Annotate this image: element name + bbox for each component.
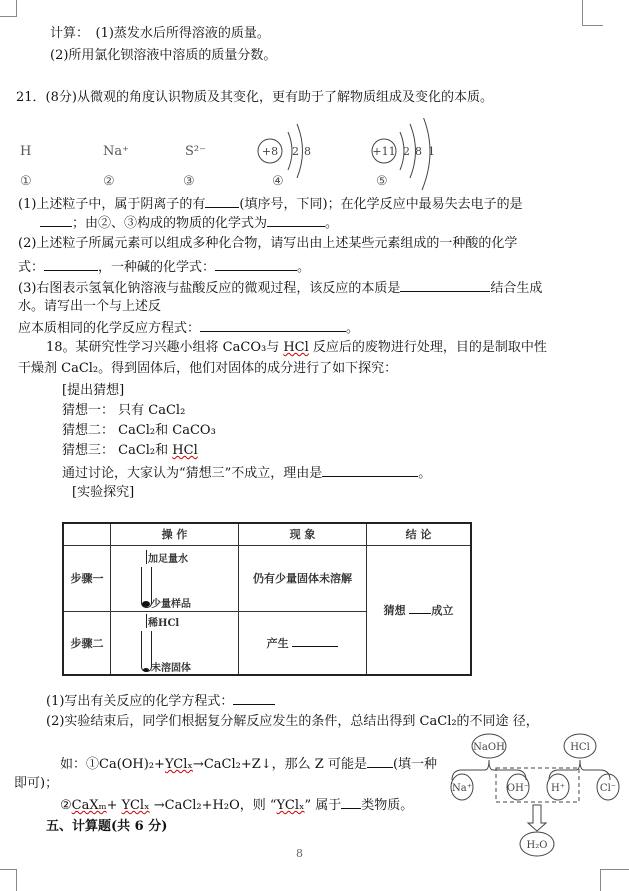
svg-text:2: 2 (292, 145, 299, 158)
label-4: ④ (272, 174, 284, 189)
nucleus-label: +8 (261, 145, 279, 158)
svg-text:1: 1 (428, 145, 435, 158)
discussion: 通过讨论，大家认为“猜想三”不成立，理由是 。 (62, 466, 432, 481)
neutralization-diagram (440, 730, 629, 860)
header-operation: 操 作 (111, 523, 239, 545)
svg-text:2: 2 (403, 145, 410, 158)
table-header-row (63, 523, 471, 545)
crop-mark (0, 869, 17, 891)
label-2: ② (103, 174, 115, 189)
label-1: ① (20, 174, 32, 189)
q21-part3-cont: 水。请写出一个与上述反 (18, 299, 162, 314)
particle-h: H (20, 144, 32, 159)
guess-3: 猜想三： CaCl₂和 HCl (62, 443, 198, 458)
guess-1: 猜想一： 只有 CaCl₂ (62, 403, 186, 418)
subq-2: (2)实验结束后，同学们根据复分解反应发生的条件，总结出得到 CaCl₂的不同途 径， (46, 714, 539, 729)
experiment-heading: [实验探究] (72, 485, 135, 500)
q21-part1: (1)上述粒子中，属于阴离子的有 (填序号，下同)；在化学反应中最易失去电子的是 (18, 197, 523, 212)
phenomenon-2: 产生 (239, 611, 367, 675)
crop-mark (600, 869, 629, 891)
svg-text:+11: +11 (372, 145, 396, 158)
svg-text:H₂O: H₂O (526, 840, 548, 851)
svg-text:Cl⁻: Cl⁻ (599, 783, 617, 794)
particle-na: Na⁺ (103, 144, 129, 159)
test-tube-figure: 稀HCl 未溶固体 (111, 611, 239, 675)
guess-2: 猜想二： CaCl₂和 CaCO₃ (62, 423, 216, 438)
q18-stem: 18。某研究性学习兴趣小组将 CaCO₃与 HCl 反应后的废物进行处理，目的是制取中性 (46, 340, 547, 355)
conclusion-cell: 猜想 成立 (367, 545, 472, 675)
crop-mark (0, 0, 17, 17)
calc-line-1: 计算： (1)蒸发水后所得溶液的质量。 (50, 26, 270, 41)
svg-text:NaOH: NaOH (473, 742, 505, 753)
subq-1: (1)写出有关反应的化学方程式： (46, 692, 275, 710)
svg-text:Na⁺: Na⁺ (452, 783, 472, 794)
step-label: 步骤一 (63, 545, 111, 611)
guess-heading: [提出猜想] (62, 383, 125, 398)
svg-text:H⁺: H⁺ (551, 783, 565, 794)
section-heading: 五、计算题(共 6 分) (46, 819, 168, 834)
example-1: 如：①Ca(OH)₂+YClₓ→CaCl₂+Z↓，那么 Z 可能是 (填一种 (60, 757, 438, 772)
svg-text:OH⁻: OH⁻ (506, 783, 530, 794)
step-label: 步骤二 (63, 611, 111, 675)
q21-part3-eq: 应本质相同的化学反应方程式： 。 (18, 321, 360, 336)
example-1-cont: 即可)； (14, 776, 59, 791)
q21-part2: (2)上述粒子所属元素可以组成多种化合物，请写出由上述某些元素组成的一种酸的化学 (18, 236, 518, 251)
crop-mark (582, 0, 603, 26)
particle-s: S²⁻ (185, 144, 206, 159)
header-conclusion: 结 论 (367, 523, 472, 545)
svg-text:8: 8 (304, 145, 311, 158)
calc-line-2: (2)所用氯化钡溶液中溶质的质量分数。 (50, 48, 277, 63)
q18-stem-cont: 干燥剂 CaCl₂。得到固体后，他们对固体的成分进行了如下探究： (18, 361, 398, 376)
q21-part2-cont: 式： ，一种碱的化学式： 。 (18, 260, 311, 275)
phenomenon-1: 仍有少量固体未溶解 (239, 545, 367, 611)
experiment-table (62, 522, 472, 676)
label-5: ⑤ (376, 174, 388, 189)
header-phenomenon: 现 象 (239, 523, 367, 545)
q21-part1-cont: ；由②、③构成的物质的化学式为 。 (40, 214, 338, 232)
svg-text:8: 8 (415, 145, 422, 158)
example-2: ②CaXₘ+ YClₓ →CaCl₂+H₂O，则 “YClₓ” 属于 类物质。 (60, 798, 414, 813)
test-tube-figure: 加足量水 少量样品 (111, 545, 239, 611)
svg-text:HCl: HCl (570, 742, 590, 753)
q21-part3: (3)右图表示氢氧化钠溶液与盐酸反应的微观过程，该反应的本质是 结合生成 (18, 281, 543, 296)
label-3: ③ (183, 174, 195, 189)
page-number: 8 (296, 847, 303, 860)
table-row (63, 545, 471, 611)
q21-stem: 21．(8分)从微观的角度认识物质及其变化，更有助于了解物质组成及变化的本质。 (16, 90, 493, 105)
